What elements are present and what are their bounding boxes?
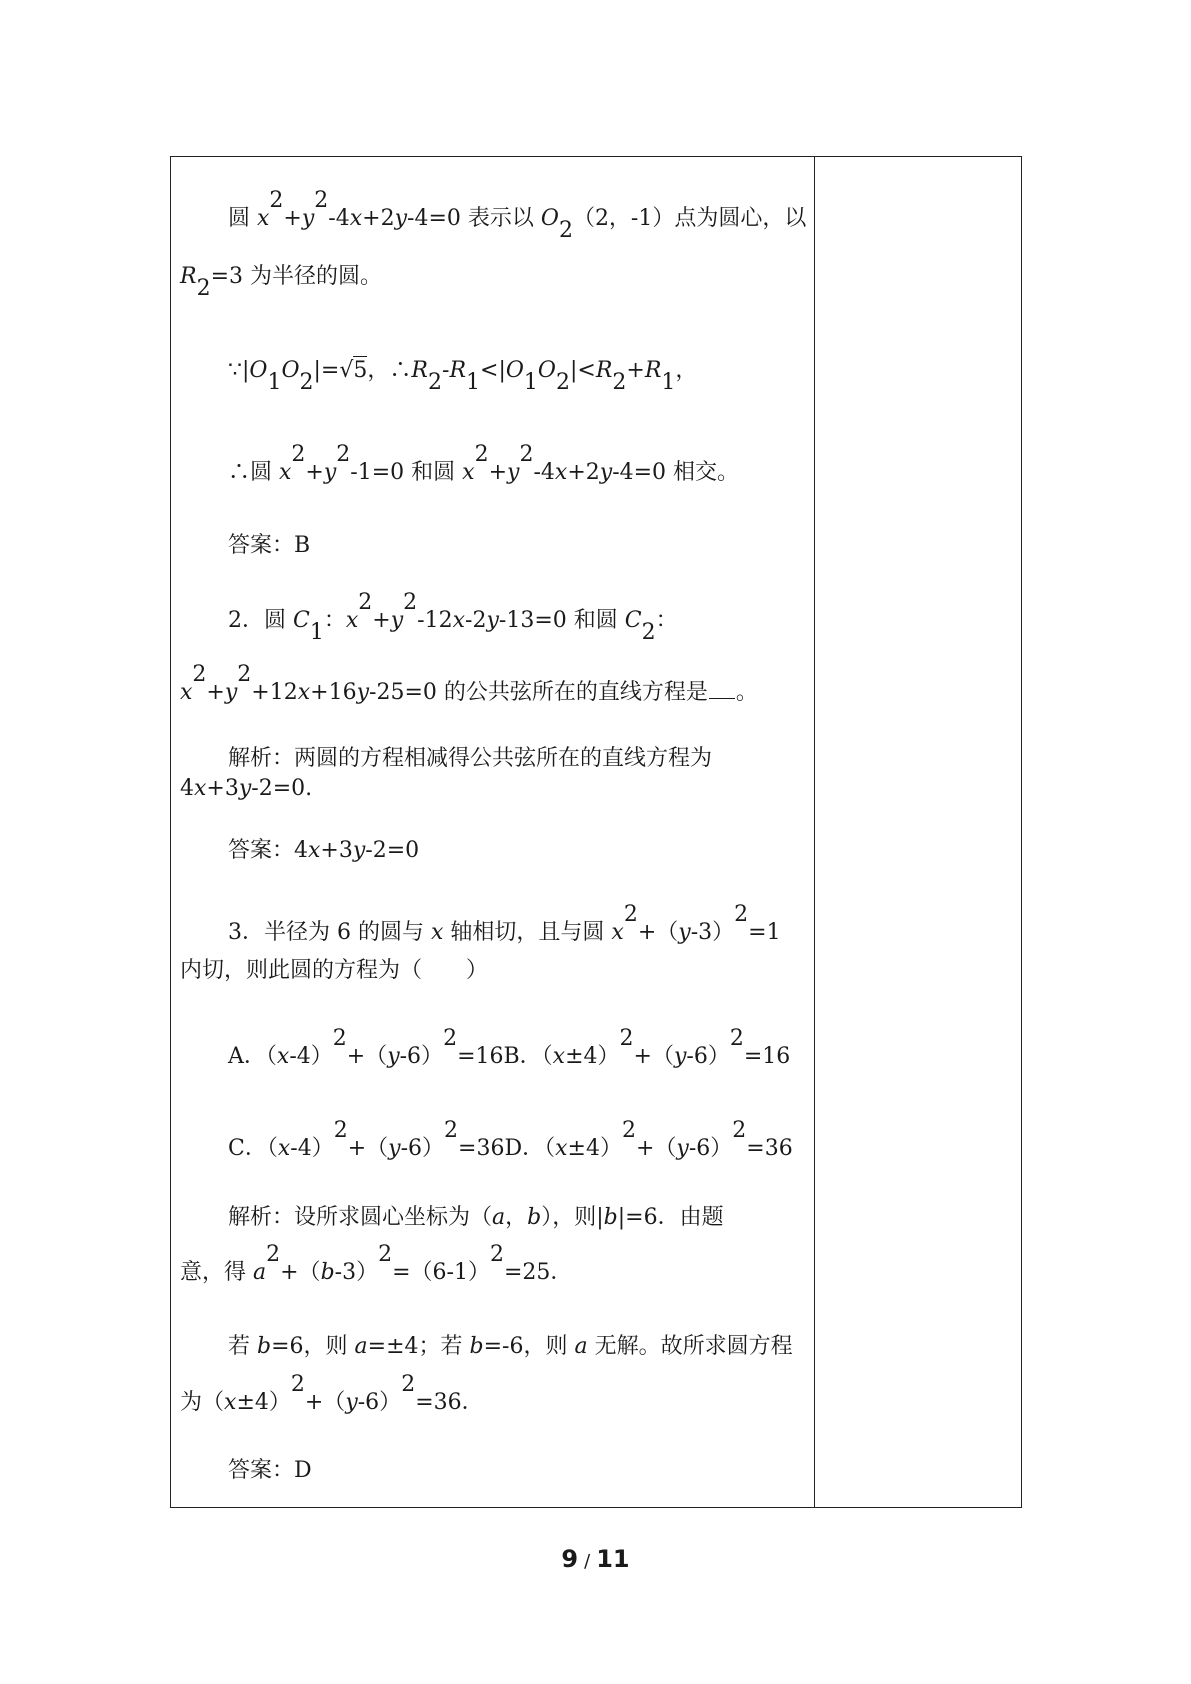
analysis-3-b: 意，得 a2+（b-3）2=（6-1）2=25． bbox=[180, 1242, 573, 1285]
question-2-cont: x2+y2+12x+16y-25=0 的公共弦所在的直线方程是 。 bbox=[180, 662, 758, 705]
line-circle-o2: 圆 x2+y2-4x+2y-4=0 表示以 O2（2，-1）点为圆心，以 bbox=[228, 188, 807, 243]
analysis-3-d: 为（x±4）2+（y-6）2=36． bbox=[180, 1372, 484, 1415]
analysis-3-a: 解析：设所求圆心坐标为（a，b），则|b|=6．由题 bbox=[228, 1205, 724, 1230]
options-ab: A．（x-4）2+（y-6）2=16B．（x±4）2+（y-6）2=16 bbox=[228, 1026, 791, 1069]
line-intersect: ∴圆 x2+y2-1=0 和圆 x2+y2-4x+2y-4=0 相交。 bbox=[228, 442, 740, 485]
analysis-3-c: 若 b=6，则 a=±4；若 b=-6，则 a 无解。故所求圆方程 bbox=[228, 1334, 793, 1359]
answer-3: 答案：D bbox=[228, 1458, 312, 1483]
page-number: 9 / 11 bbox=[561, 1545, 630, 1573]
analysis-2: 解析：两圆的方程相减得公共弦所在的直线方程为 bbox=[228, 746, 713, 771]
question-3: 3．半径为 6 的圆与 x 轴相切，且与圆 x2+（y-3）2=1 bbox=[228, 902, 781, 945]
column-divider bbox=[814, 156, 815, 1508]
line-radius-r2: R2=3 为半径的圆。 bbox=[180, 264, 383, 301]
question-3-cont: 内切，则此圆的方程为（ ） bbox=[180, 958, 489, 983]
answer-2: 答案：4x+3y-2=0 bbox=[228, 838, 420, 863]
analysis-2-eq: 4x+3y-2=0. bbox=[180, 776, 313, 801]
options-cd: C．（x-4）2+（y-6）2=36D．（x±4）2+（y-6）2=36 bbox=[228, 1118, 793, 1161]
question-2: 2．圆 C1：x2+y2-12x-2y-13=0 和圆 C2： bbox=[228, 590, 678, 645]
line-distance: ∵|O1O2|=√5，∴R2-R1<|O1O2|<R2+R1， bbox=[228, 358, 698, 395]
answer-1: 答案：B bbox=[228, 533, 311, 558]
